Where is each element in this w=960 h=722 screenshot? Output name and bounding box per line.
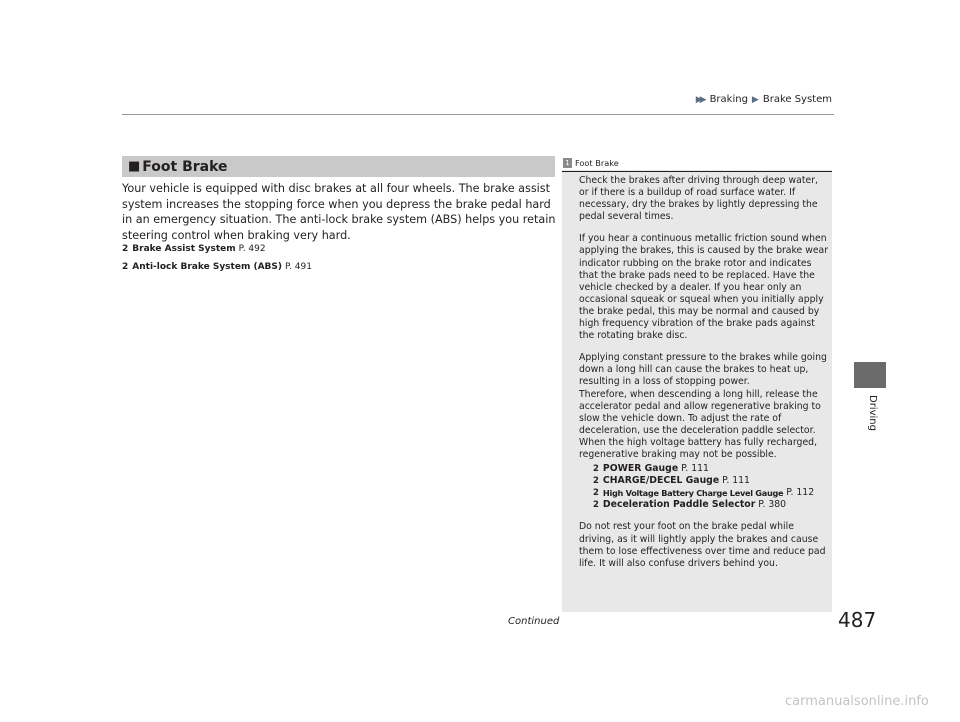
note-paragraph: If you hear a continuous metallic friction sound when applying the brakes, this is caused by the brake wear indicator rubbing on the brake rotor and indicates that the brake pads need to be replaced. Have the vehicle checked by a dealer. If you hear only an occasional squeak or squeal when you initially apply the brake pedal, this may be normal and caused by high frequency vibration of the brake pads against the rotating brake disc. (579, 233, 829, 342)
note-xref-list (579, 463, 829, 511)
xref-title: Brake Assist System (132, 244, 236, 254)
xref-title: Anti-lock Brake System (ABS) (132, 262, 282, 272)
right-arrow-icon: ▶ (751, 94, 759, 105)
chapter-tab-label: Driving (867, 395, 878, 431)
xref-page: P. 111 (681, 463, 709, 475)
xref-title: CHARGE/DECEL Gauge (602, 475, 720, 487)
xref-page: P. 111 (722, 475, 750, 487)
section-title: Foot Brake (142, 158, 228, 175)
chapter-tab-marker (854, 362, 886, 388)
xref-power-gauge[interactable] (593, 463, 829, 475)
cross-reference-icon: 2 (593, 500, 599, 511)
cross-reference-icon: 2 (122, 244, 129, 254)
note-paragraph: Applying constant pressure to the brakes while going down a long hill can cause the brakes to heat up, resulting in a loss of stopping power. (579, 352, 827, 388)
xref-deceleration-paddle-selector[interactable] (593, 499, 829, 511)
side-note-box (562, 156, 832, 612)
section-heading-bar (122, 156, 555, 177)
cross-reference-icon: 2 (593, 464, 599, 475)
xref-charge-decel-gauge[interactable] (593, 475, 829, 487)
black-square-icon: ■ (128, 159, 141, 174)
note-paragraph: Therefore, when descending a long hill, release the accelerator pedal and allow regenerative braking to slow the vehicle down. To adjust the rate of deceleration, use the deceleration paddle selector. (579, 388, 821, 436)
double-right-arrow-icon: ▶▶ (695, 94, 704, 105)
breadcrumb-item-brake-system: Brake System (762, 94, 832, 105)
cross-reference-icon: 2 (593, 476, 599, 487)
section-body-text: Your vehicle is equipped with disc brakes at all four wheels. The brake assist system increases the stopping force when you depress the brake pedal hard in an emergency situation. The anti-lock brake system (ABS) helps you retain steering control when braking very hard. (122, 182, 556, 242)
note-paragraph: When the high voltage battery has fully recharged, regenerative braking may not be possible. (579, 436, 818, 460)
xref-anti-lock-brake-system[interactable] (122, 262, 312, 272)
watermark: carmanualsonline.info (785, 694, 929, 709)
xref-page: P. 491 (285, 262, 312, 272)
note-divider (562, 171, 832, 172)
note-paragraph: Do not rest your foot on the brake pedal while driving, as it will lightly apply the brakes and cause them to lose effectiveness over time and reduce pad life. It will also confuse drivers behind you. (579, 521, 826, 569)
note-title: Foot Brake (575, 158, 619, 168)
cross-reference-icon: 2 (122, 262, 129, 272)
note-paragraph: Check the brakes after driving through deep water, or if there is a buildup of road surface water. If necessary, dry the brakes by lightly depressing the pedal several times. (579, 175, 818, 223)
xref-page: P. 492 (238, 244, 266, 254)
cross-reference-icon: 2 (593, 488, 599, 499)
xref-page: P. 112 (786, 487, 815, 499)
xref-brake-assist-system[interactable] (122, 244, 266, 254)
note-content (579, 175, 829, 580)
xref-page: P. 380 (758, 499, 787, 511)
breadcrumb (696, 94, 832, 105)
page-number: 487 (838, 608, 877, 632)
continued-label: Continued (508, 616, 560, 627)
header-divider (122, 114, 834, 115)
xref-title: High Voltage Battery Charge Level Gauge (602, 488, 784, 499)
note-number-badge: 1 (563, 158, 572, 168)
note-header (562, 156, 832, 170)
xref-title: POWER Gauge (602, 463, 679, 475)
breadcrumb-item-braking: Braking (709, 94, 748, 105)
xref-title: Deceleration Paddle Selector (602, 499, 756, 511)
xref-battery-charge-level-gauge[interactable] (593, 487, 829, 499)
